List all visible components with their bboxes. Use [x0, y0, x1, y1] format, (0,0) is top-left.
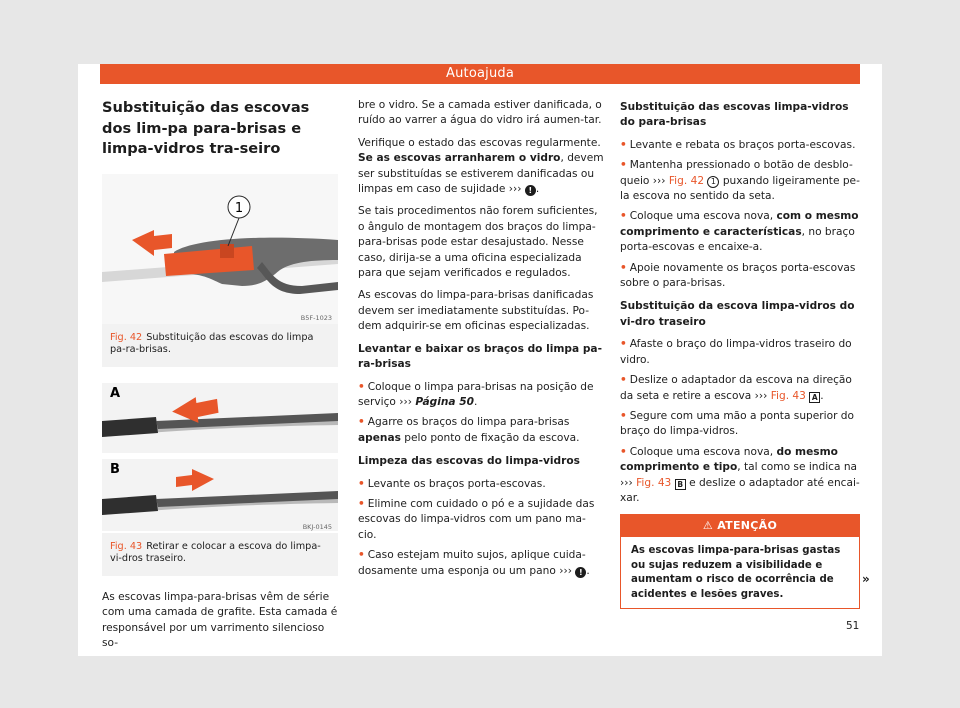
list-item: • Deslize o adaptador da escova na direção da seta e retire a escova ››› Fig. 43 A .: [620, 374, 852, 402]
list-item: • Elimine com cuidado o pó e a sujidade das escovas do limpa-vidros com um pano ma-cio.: [358, 497, 595, 541]
page-link[interactable]: Página 50: [415, 395, 474, 408]
caption-text: Retirar e colocar a escova do limpa-vi-dros traseiro.: [110, 540, 321, 565]
figure-43-caption: [102, 533, 338, 576]
callout-number: 1: [707, 176, 719, 188]
column-left: [102, 98, 338, 659]
text: Agarre os braços do limpa para-brisas: [367, 416, 570, 429]
list-item: • Levante e rebata os braços porta-escovas.: [620, 138, 856, 151]
warning-icon: !: [525, 185, 536, 196]
text: Caso estejam muito sujos, aplique cuida-dosamente uma esponja ou um pano: [358, 549, 586, 577]
section-header: Autoajuda: [100, 64, 860, 84]
subheading: Substituição da escova limpa-vidros do vi-dro traseiro: [620, 300, 855, 328]
bold-text: do mesmo comprimento e tipo: [620, 445, 838, 474]
list-item: • Levante os braços porta-escovas.: [358, 477, 546, 490]
paragraph: Verifique o estado das escovas regularmente. Se as escovas arranharem o vidro, devem ser substituídas se estiverem danificadas ou limpas em caso de sujidade ››› ! .: [358, 136, 604, 196]
text: Afaste o braço do limpa-vidros traseiro do vidro.: [620, 338, 852, 366]
text: Apoie novamente os braços porta-escovas sobre o para-brisas.: [620, 261, 856, 290]
figure-link[interactable]: Fig. 43: [770, 389, 806, 402]
arrow-ref: ›››: [652, 174, 666, 187]
text: puxando ligeiramente pe-la escova no sentido da seta.: [620, 174, 860, 203]
figure-42-image: [102, 174, 338, 324]
callout-1: 1: [234, 200, 244, 216]
text: Levante os braços porta-escovas.: [367, 477, 546, 490]
bold-text: Se as escovas arranharem o vidro: [358, 152, 561, 165]
list-item: • Coloque uma escova nova, do mesmo comprimento e tipo, tal como se indica na ››› Fig. 43 B e deslize o adaptador até encai-xar.: [620, 445, 860, 504]
list-item: • Mantenha pressionado o botão de desblo-queio ››› Fig. 42 1 puxando ligeiramente pe-la escova no sentido da seta.: [620, 159, 860, 203]
figure-43-image: [102, 381, 338, 533]
paragraph: Se tais procedimentos não forem suficientes, o ângulo de montagem dos braços do limpa-para-brisas pode estar desajustado. Nesse caso, dirija-se a uma oficina especializada para que sejam verificados e regulados.: [358, 205, 598, 280]
page-number: 51: [846, 620, 860, 632]
intro-paragraph: As escovas limpa-para-brisas vêm de série com uma camada de grafite. Esta camada é responsável por um varrimento silencioso so-: [102, 590, 338, 650]
figure-link[interactable]: Fig. 43: [636, 476, 672, 489]
warning-title: ATENÇÃO: [717, 519, 778, 533]
text: Verifique o estado das escovas regularmente.: [358, 136, 601, 149]
figure-code: B5F-1023: [300, 313, 332, 322]
text: Elimine com cuidado o pó e a sujidade das escovas do limpa-vidros com um pano ma-cio.: [358, 497, 595, 541]
warning-header: [621, 515, 859, 537]
list-item: • Apoie novamente os braços porta-escovas sobre o para-brisas.: [620, 261, 856, 290]
rear-wiper-illustration: [102, 381, 338, 533]
arrow-ref: ›››: [620, 476, 633, 489]
bold-text: apenas: [358, 431, 401, 444]
text: Coloque uma escova nova,: [629, 445, 774, 458]
caption-text: Substituição das escovas do limpa pa-ra-brisas.: [110, 331, 314, 356]
column-middle: [358, 98, 604, 584]
panel-marker: B: [675, 479, 686, 490]
figure-label: Fig. 43: [110, 540, 143, 552]
list-item: • Coloque uma escova nova, com o mesmo comprimento e características, no braço porta-escovas e encaixe-a.: [620, 210, 859, 254]
panel-a-label: A: [110, 385, 121, 401]
bold-text: com o mesmo comprimento e características: [620, 210, 859, 238]
figure-label: Fig. 42: [110, 331, 143, 343]
text: pelo ponto de fixação da escova.: [404, 431, 580, 444]
subheading: Limpeza das escovas do limpa-vidros: [358, 455, 580, 468]
list-item: • Agarre os braços do limpa para-brisas apenas pelo ponto de fixação da escova.: [358, 416, 580, 444]
list-item: • Caso estejam muito sujos, aplique cuida-dosamente uma esponja ou um pano ››› ! .: [358, 549, 590, 577]
column-right: [620, 98, 860, 609]
text: Segure com uma mão a ponta superior do braço do limpa-vidros.: [620, 409, 854, 438]
panel-b-label: B: [110, 461, 120, 477]
arrow-ref: ›››: [559, 564, 572, 577]
warning-icon: !: [575, 567, 586, 578]
section-title: Substituição das escovas dos lim-pa para-brisas e limpa-vidros tra-seiro: [102, 99, 310, 157]
arrow-ref: ›››: [399, 395, 413, 408]
text: , tal como se indica na: [737, 461, 858, 474]
text: , devem ser substituídas se estiverem danificadas ou limpas em caso de sujidade: [358, 152, 604, 196]
list-item: • Coloque o limpa para-brisas na posição de serviço ››› Página 50.: [358, 380, 594, 408]
warning-text: As escovas limpa-para-brisas gastas ou sujas reduzem a visibilidade e aumentam o risco de ocorrência de acidentes e lesões graves.: [631, 545, 841, 600]
panel-marker: A: [809, 392, 820, 403]
list-item: • Afaste o braço do limpa-vidros traseiro do vidro.: [620, 338, 852, 366]
list-item: • Segure com uma mão a ponta superior do braço do limpa-vidros.: [620, 409, 854, 438]
subheading: Substituição das escovas limpa-vidros do para-brisas: [620, 101, 849, 129]
text: Coloque o limpa para-brisas na posição de serviço: [358, 380, 594, 408]
figure-link[interactable]: Fig. 42: [668, 174, 705, 187]
warning-triangle-icon: ⚠: [702, 519, 714, 533]
figure-42: [102, 174, 338, 367]
warning-box: [620, 514, 860, 609]
arrow-ref: ›››: [508, 183, 522, 196]
paragraph: As escovas do limpa-para-brisas danificadas devem ser imediatamente substituídas. Po-dem adquirir-se em oficinas especializadas.: [358, 289, 594, 333]
text: Levante e rebata os braços porta-escovas.: [629, 138, 856, 151]
figure-42-caption: [102, 324, 338, 367]
text: , no braço porta-escovas e encaixe-a.: [620, 225, 855, 254]
figure-43: [102, 381, 338, 576]
arrow-ref: ›››: [754, 389, 768, 402]
text: e deslize o adaptador até encai-xar.: [620, 476, 860, 504]
figure-code: BKJ-0145: [302, 522, 332, 531]
text: Mantenha pressionado o botão de desblo-queio: [620, 159, 853, 187]
wiper-blade-illustration: [102, 174, 338, 324]
continue-marker: »: [862, 572, 870, 586]
paragraph: bre o vidro. Se a camada estiver danificada, o ruído ao varrer a água do vidro irá aumen-tar.: [358, 99, 602, 127]
subheading: Levantar e baixar os braços do limpa pa-ra-brisas: [358, 342, 602, 371]
text: Deslize o adaptador da escova na direção da seta e retire a escova: [620, 374, 852, 402]
text: Coloque uma escova nova,: [629, 210, 774, 223]
